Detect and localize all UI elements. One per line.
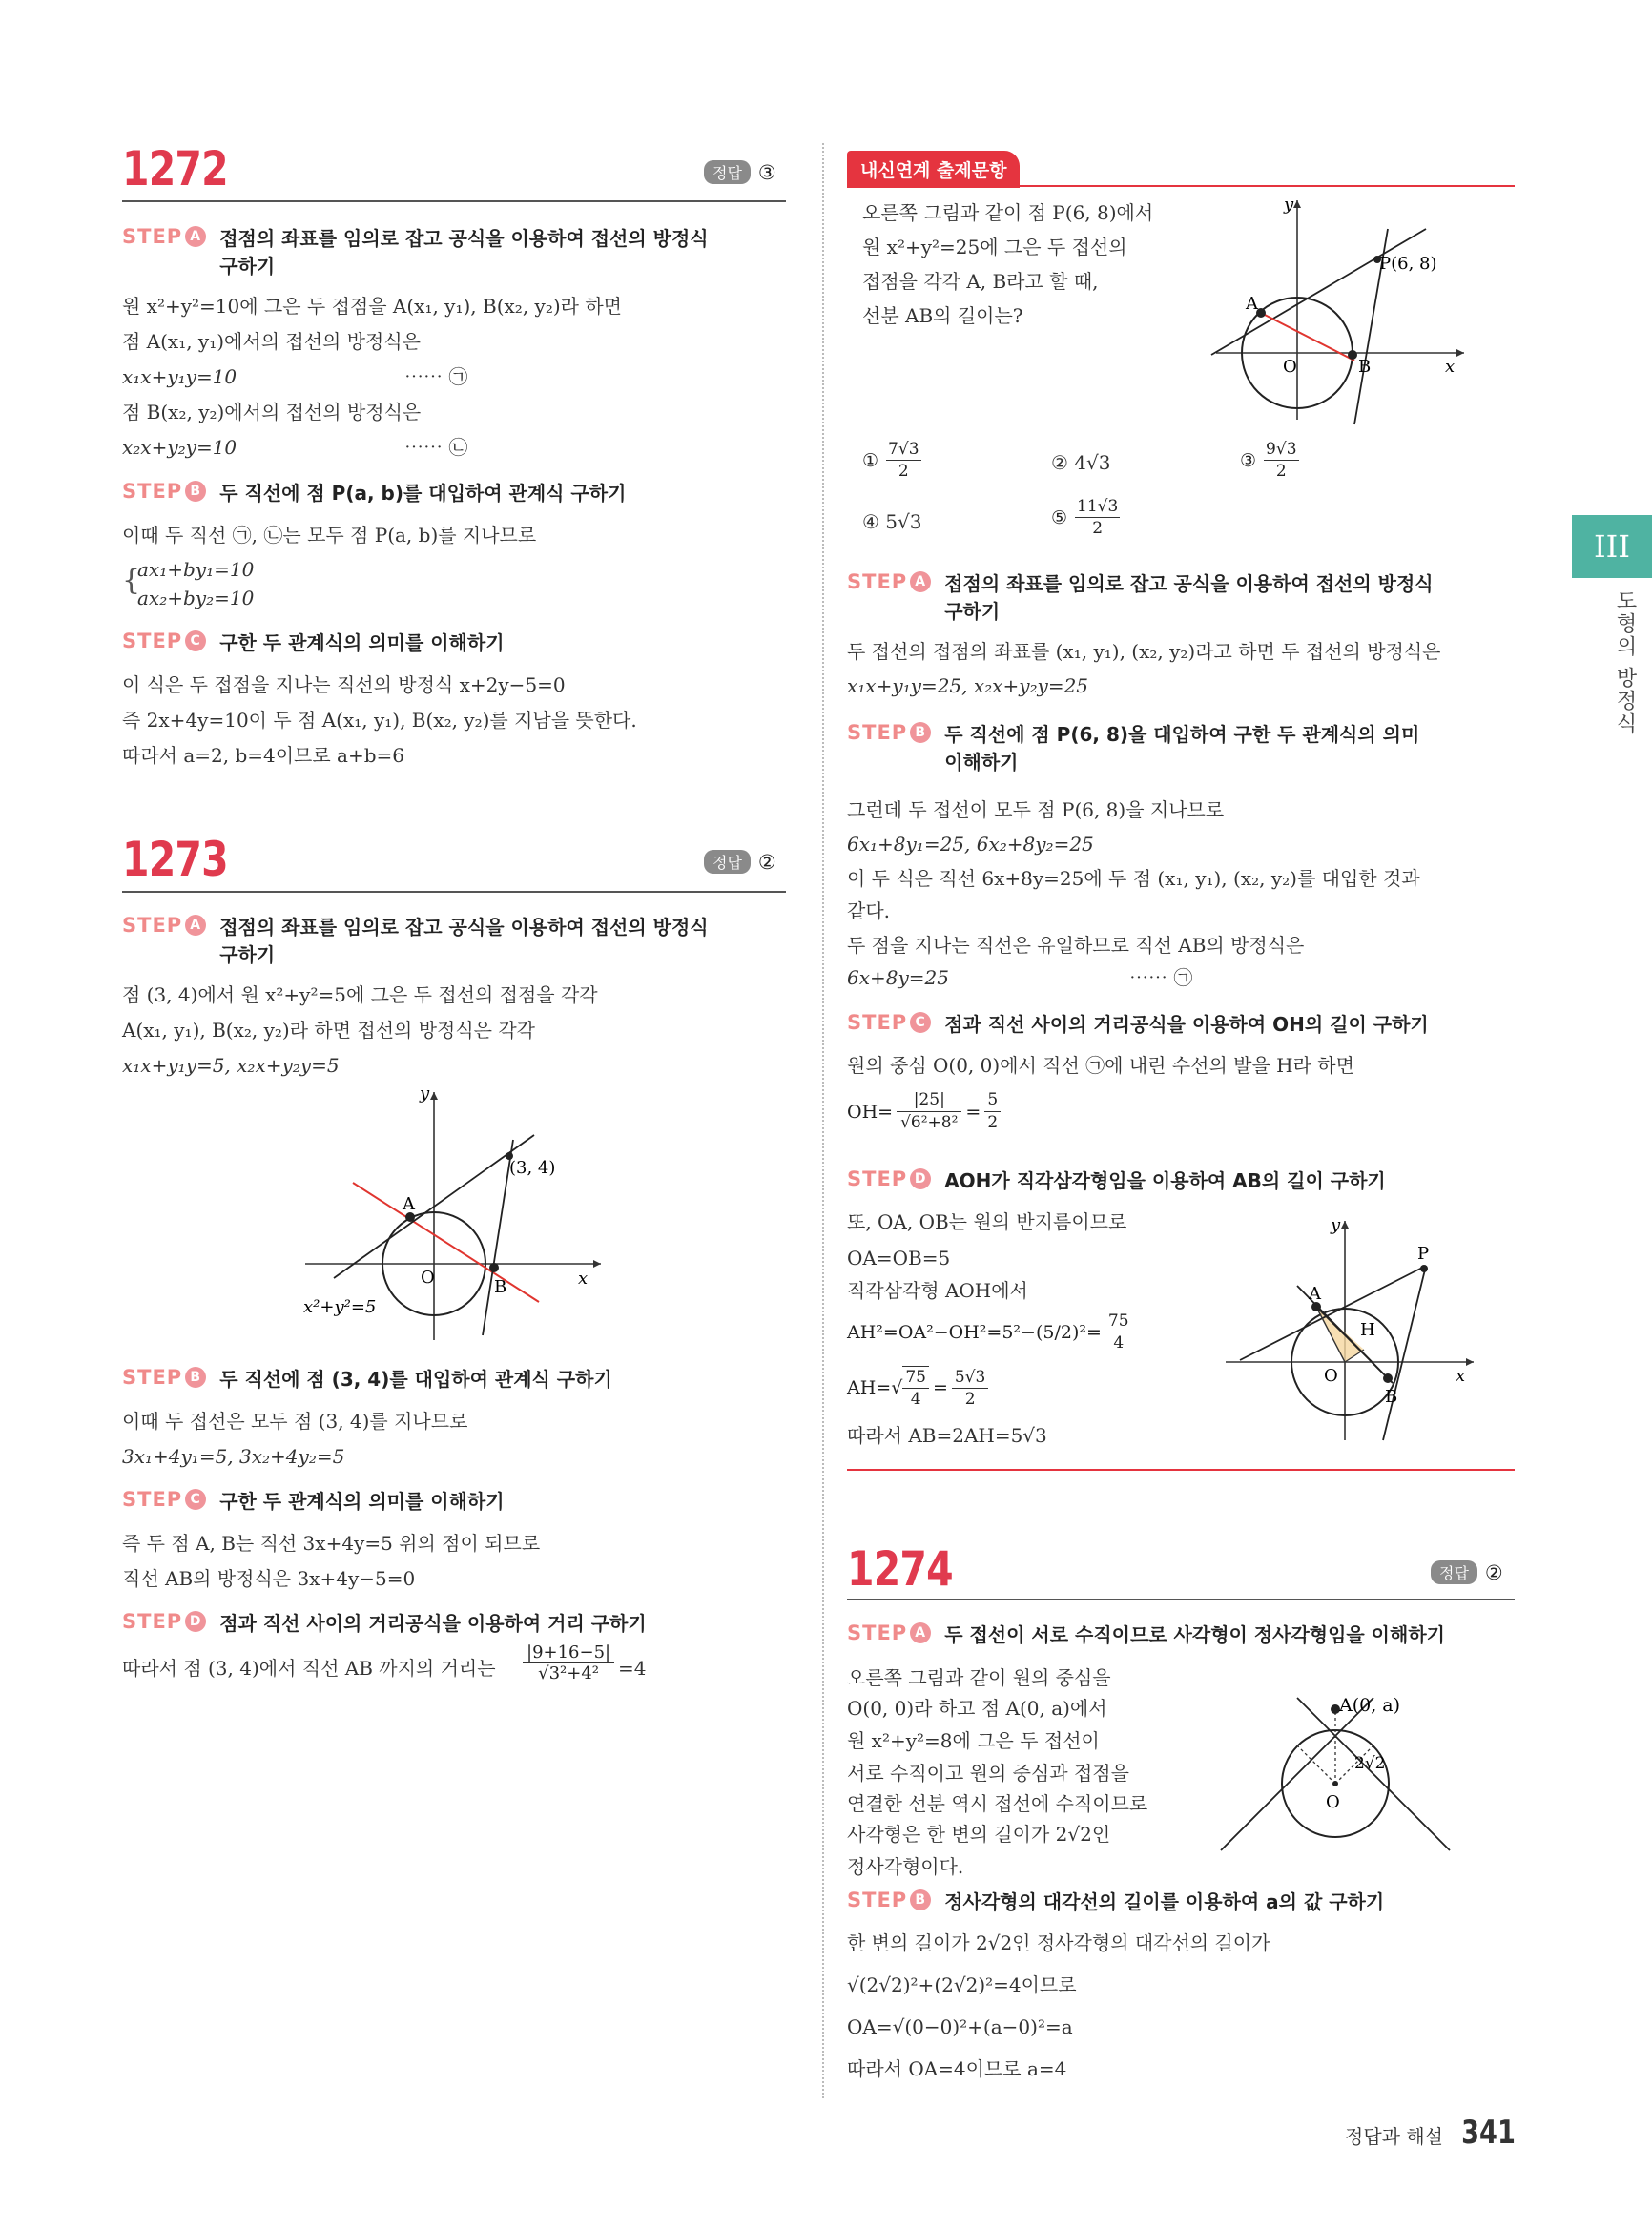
question-line: 접점을 각각 A, B라고 할 때, <box>862 270 1099 293</box>
text-line: 정사각형이다. <box>847 1855 964 1878</box>
divider <box>847 1599 1515 1600</box>
answer-value: ② <box>757 850 776 874</box>
text-line: 그런데 두 접선이 모두 점 P(6, 8)을 지나므로 <box>847 798 1225 821</box>
text-line: 오른쪽 그림과 같이 원의 중심을 <box>847 1666 1111 1689</box>
question-line: 선분 AB의 길이는? <box>862 304 1023 327</box>
point-a-label: A <box>1246 294 1258 314</box>
equation: 3x₁+4y₁=5, 3x₂+4y₂=5 <box>122 1445 345 1468</box>
point-p-label: P <box>1417 1244 1430 1264</box>
divider <box>122 200 786 202</box>
text-line: 점 B(x₂, y₂)에서의 접선의 방정식은 <box>122 401 422 423</box>
text-line: 이 두 식은 직선 6x+8y=25에 두 점 (x₁, y₁), (x₂, y₂)를 대입한 것과 <box>847 867 1420 890</box>
chapter-title: 도형의 방정식 <box>1613 589 1637 735</box>
step-letter: B <box>185 1367 206 1388</box>
equation-mark: ⋯⋯ ㉠ <box>1129 966 1193 989</box>
text-line: A(x₁, y₁), B(x₂, y₂)라 하면 접선의 방정식은 각각 <box>122 1019 535 1042</box>
step-d-exam: STEP D AOH가 직각삼각형임을 이용하여 AB의 길이 구하기 <box>847 1167 1386 1195</box>
point-b-label: B <box>1358 357 1372 377</box>
text-line: 두 접선의 접점의 좌표를 (x₁, y₁), (x₂, y₂)라고 하면 두 접선의 방정식은 <box>847 640 1441 663</box>
choice-4: ④ 5√3 <box>862 510 922 533</box>
step-a-1274: STEP A 두 접선이 서로 수직이므로 사각형이 정사각형임을 이해하기 <box>847 1621 1445 1649</box>
step-b-exam: STEP B 두 직선에 점 P(6, 8)을 대입하여 구한 두 관계식의 의미 이해하기 <box>847 721 1419 776</box>
footer-label: 정답과 해설 <box>1345 2125 1443 2148</box>
step-letter: A <box>185 915 206 936</box>
step-letter: A <box>185 226 206 247</box>
text-line: 따라서 OA=4이므로 a=4 <box>847 2057 1067 2080</box>
ah-squared-formula: AH²=OA²−OH²=5²−(5/2)²= $\frac{75}{4}$ <box>847 1311 1132 1353</box>
text-line: 서로 수직이고 원의 중심과 접점을 <box>847 1762 1129 1785</box>
text-line: 즉 2x+4y=10이 두 점 A(x₁, y₁), B(x₂, y₂)를 지남을 뜻한다. <box>122 709 637 732</box>
step-title: AOH가 직각삼각형임을 이용하여 AB의 길이 구하기 <box>944 1169 1386 1192</box>
answer-tag: 정답 <box>1431 1560 1477 1584</box>
step-c-1273: STEP C 구한 두 관계식의 의미를 이해하기 <box>122 1488 505 1516</box>
equation: OA=OB=5 <box>847 1247 951 1270</box>
step-letter: B <box>910 1889 931 1910</box>
step-title: 두 직선에 점 P(a, b)를 대입하여 관계식 구하기 <box>219 482 627 505</box>
step-title: 점과 직선 사이의 거리공식을 이용하여 거리 구하기 <box>219 1612 647 1635</box>
figure-exam-2 <box>1221 1211 1478 1450</box>
step-title: 구한 두 관계식의 의미를 이해하기 <box>219 631 505 654</box>
equation: 6x+8y=25 <box>847 966 949 989</box>
step-a-1272: STEP A 접점의 좌표를 임의로 잡고 공식을 이용하여 접선의 방정식 구하기 <box>122 225 709 280</box>
answer-1272 <box>704 160 776 184</box>
choice-2: ② 4√3 <box>1051 451 1111 474</box>
ah-formula: AH=√ $\frac{75}{4}$ = $\frac{5√3}{2}$ <box>847 1366 988 1410</box>
point-a-label: A(0, a) <box>1339 1695 1401 1716</box>
axis-x-label: x <box>1445 357 1456 377</box>
step-title: 접점의 좌표를 임의로 잡고 공식을 이용하여 접선의 방정식 구하기 <box>219 916 709 966</box>
text-line: 이때 두 직선 ㉠, ㉡는 모두 점 P(a, b)를 지나므로 <box>122 524 537 547</box>
divider <box>122 891 786 893</box>
equation-mark: ⋯⋯ ㉡ <box>404 436 468 459</box>
axis-y-label: y <box>1284 195 1294 215</box>
exam-badge-line <box>847 185 1515 187</box>
choice-1: ① 7√3 2 <box>862 440 919 481</box>
point-h-label: H <box>1360 1320 1375 1340</box>
problem-number-1272: 1272 <box>122 141 228 196</box>
text-line: 따라서 점 (3, 4)에서 직선 AB 까지의 거리는 <box>122 1657 496 1680</box>
answer-1274 <box>1431 1560 1503 1584</box>
point-b-label: B <box>1385 1387 1398 1407</box>
origin-label: O <box>1326 1792 1340 1812</box>
step-letter: D <box>910 1168 931 1189</box>
answer-1273 <box>704 850 776 874</box>
text-line: 이 식은 두 접점을 지나는 직선의 방정식 x+2y−5=0 <box>122 673 566 696</box>
fraction-result: =4 <box>618 1657 647 1680</box>
circle-equation-label: x²+y²=5 <box>303 1297 377 1317</box>
question-line: 원 x²+y²=25에 그은 두 접선의 <box>862 236 1127 258</box>
question-line: 오른쪽 그림과 같이 점 P(6, 8)에서 <box>862 201 1154 224</box>
equation: OA=√(0−0)²+(a−0)²=a <box>847 2015 1073 2038</box>
step-title: 정사각형의 대각선의 길이를 이용하여 a의 값 구하기 <box>944 1890 1385 1913</box>
equation: ax₂+by₂=10 <box>137 587 255 609</box>
step-a-1273: STEP A 접점의 좌표를 임의로 잡고 공식을 이용하여 접선의 방정식 구하기 <box>122 914 709 969</box>
step-letter: A <box>910 571 931 592</box>
equation: x₂x+y₂y=10 <box>122 436 237 459</box>
text-line: 따라서 a=2, b=4이므로 a+b=6 <box>122 744 405 767</box>
point-b-label: B <box>494 1277 507 1297</box>
text-line: 원의 중심 O(0, 0)에서 직선 ㉠에 내린 수선의 발을 H라 하면 <box>847 1054 1354 1077</box>
text-line: 원 x²+y²=8에 그은 두 접선이 <box>847 1729 1100 1752</box>
point-p-label: (3, 4) <box>509 1158 556 1178</box>
step-b-1273: STEP B 두 직선에 점 (3, 4)를 대입하여 관계식 구하기 <box>122 1366 612 1394</box>
axis-x-label: x <box>1456 1366 1466 1386</box>
figure-1273 <box>296 1087 610 1345</box>
distance-fraction: |9+16−5| √3²+4² <box>523 1642 614 1683</box>
step-letter: C <box>910 1012 931 1033</box>
equation: √(2√2)²+(2√2)²=4이므로 <box>847 1973 1077 1996</box>
problem-number-1274: 1274 <box>847 1541 953 1597</box>
equation-mark: ⋯⋯ ㉠ <box>404 365 468 388</box>
axis-y-label: y <box>420 1087 430 1104</box>
step-title: 구한 두 관계식의 의미를 이해하기 <box>219 1490 505 1513</box>
text-line: 점 A(x₁, y₁)에서의 접선의 방정식은 <box>122 330 421 353</box>
text-line: 점 (3, 4)에서 원 x²+y²=5에 그은 두 접선의 접점을 각각 <box>122 983 598 1006</box>
exam-end-line <box>847 1469 1515 1471</box>
radius-label: 2√2 <box>1354 1754 1386 1773</box>
text-line: 따라서 AB=2AH=5√3 <box>847 1424 1047 1447</box>
equation: x₁x+y₁y=25, x₂x+y₂y=25 <box>847 674 1089 697</box>
choice-3: ③ 9√3 2 <box>1240 440 1297 481</box>
step-c-1272: STEP C 구한 두 관계식의 의미를 이해하기 <box>122 630 505 657</box>
answer-tag: 정답 <box>704 160 751 184</box>
step-title: 두 접선이 서로 수직이므로 사각형이 정사각형임을 이해하기 <box>944 1623 1445 1646</box>
point-a-label: A <box>1309 1284 1321 1304</box>
step-c-exam: STEP C 점과 직선 사이의 거리공식을 이용하여 OH의 길이 구하기 <box>847 1011 1429 1039</box>
column-divider <box>822 143 824 2098</box>
text-line: 원 x²+y²=10에 그은 두 접점을 A(x₁, y₁), B(x₂, y₂)라 하면 <box>122 295 622 318</box>
step-b-1274: STEP B 정사각형의 대각선의 길이를 이용하여 a의 값 구하기 <box>847 1889 1384 1916</box>
text-line: 직선 AB의 방정식은 3x+4y−5=0 <box>122 1567 416 1590</box>
exam-badge: 내신연계 출제문항 <box>847 151 1020 188</box>
axis-x-label: x <box>578 1269 589 1289</box>
choice-5: ⑤ 11√3 2 <box>1051 497 1119 538</box>
point-p-label: P(6, 8) <box>1379 254 1437 274</box>
step-a-exam: STEP A 접점의 좌표를 임의로 잡고 공식을 이용하여 접선의 방정식 구하기 <box>847 570 1434 626</box>
text-line: 이때 두 접선은 모두 점 (3, 4)를 지나므로 <box>122 1410 468 1433</box>
origin-label: O <box>421 1268 435 1288</box>
point-a-label: A <box>403 1194 415 1214</box>
step-letter: B <box>910 722 931 743</box>
text-line: 같다. <box>847 899 890 922</box>
footer <box>1345 2114 1522 2152</box>
answer-value: ③ <box>757 160 776 184</box>
brace: { <box>122 564 141 597</box>
text-line: 직각삼각형 AOH에서 <box>847 1279 1028 1302</box>
step-title: 두 직선에 점 P(6, 8)을 대입하여 구한 두 관계식의 의미 이해하기 <box>944 723 1420 774</box>
step-title: 점과 직선 사이의 거리공식을 이용하여 OH의 길이 구하기 <box>944 1013 1429 1036</box>
page-number: 341 <box>1461 2114 1516 2152</box>
equation: x₁x+y₁y=5, x₂x+y₂y=5 <box>122 1054 340 1077</box>
axis-y-label: y <box>1331 1215 1341 1235</box>
step-b-1272: STEP B 두 직선에 점 P(a, b)를 대입하여 관계식 구하기 <box>122 480 626 507</box>
step-title: 두 직선에 점 (3, 4)를 대입하여 관계식 구하기 <box>219 1368 612 1391</box>
text-line: 두 점을 지나는 직선은 유일하므로 직선 AB의 방정식은 <box>847 934 1305 957</box>
problem-number-1273: 1273 <box>122 832 228 887</box>
step-title: 접점의 좌표를 임의로 잡고 공식을 이용하여 접선의 방정식 구하기 <box>944 572 1434 623</box>
equation: x₁x+y₁y=10 <box>122 365 237 388</box>
step-letter: C <box>185 1489 206 1510</box>
text-line: 연결한 선분 역시 접선에 수직이므로 <box>847 1792 1148 1815</box>
chapter-tab: III <box>1572 515 1652 578</box>
origin-label: O <box>1324 1366 1338 1386</box>
step-title: 접점의 좌표를 임의로 잡고 공식을 이용하여 접선의 방정식 구하기 <box>219 227 709 278</box>
text-line: 즉 두 점 A, B는 직선 3x+4y=5 위의 점이 되므로 <box>122 1532 541 1555</box>
text-line: 또, OA, OB는 원의 반지름이므로 <box>847 1210 1127 1233</box>
step-letter: B <box>185 481 206 502</box>
step-d-1273: STEP D 점과 직선 사이의 거리공식을 이용하여 거리 구하기 <box>122 1610 647 1638</box>
step-letter: A <box>910 1622 931 1643</box>
step-letter: D <box>185 1611 206 1632</box>
text-line: 사각형은 한 변의 길이가 2√2인 <box>847 1823 1111 1846</box>
equation: ax₁+by₁=10 <box>137 558 255 581</box>
text-line: 한 변의 길이가 2√2인 정사각형의 대각선의 길이가 <box>847 1931 1270 1954</box>
oh-formula: OH= $\frac{|25|}{\text{√6²+8²}}$ = $\frac{5}{2}$ <box>847 1089 1001 1134</box>
answer-value: ② <box>1484 1560 1503 1584</box>
origin-label: O <box>1283 357 1297 377</box>
text-line: O(0, 0)라 하고 점 A(0, a)에서 <box>847 1697 1107 1720</box>
figure-exam-1 <box>1202 191 1469 429</box>
step-letter: C <box>185 630 206 651</box>
answer-tag: 정답 <box>704 850 751 874</box>
equation: 6x₁+8y₁=25, 6x₂+8y₂=25 <box>847 833 1094 856</box>
figure-1274 <box>1211 1669 1459 1860</box>
